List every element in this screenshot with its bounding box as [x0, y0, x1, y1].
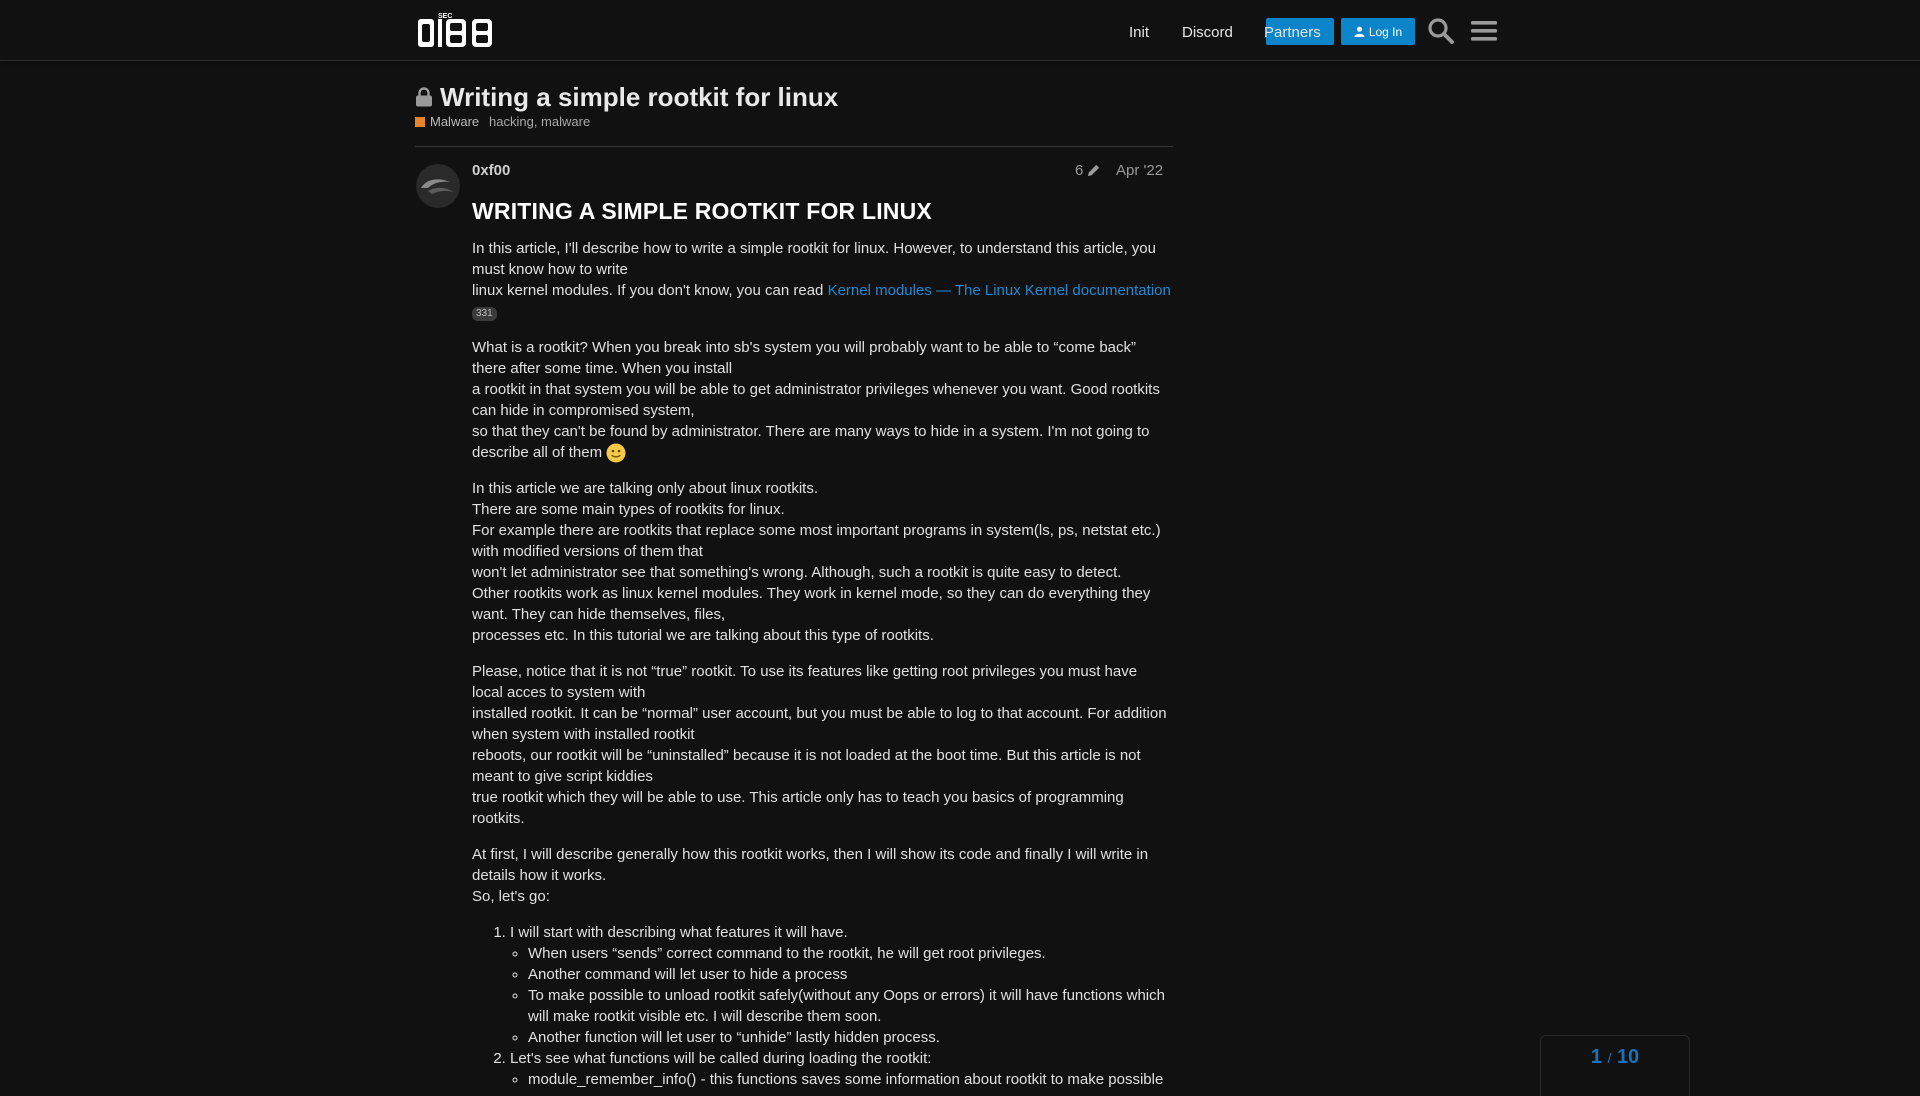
p4-line3: reboots, our rootkit will be “uninstalled” because it is not loaded at the boot time. But this article is not meant to give script kiddies [472, 747, 1141, 786]
sub-list-item: ◦ Another command will let user to hide a process [528, 964, 1172, 985]
topic-title[interactable]: Writing a simple rootkit for linux [440, 82, 839, 112]
p2-line1: What is a rootkit? When you break into sb's system you will probably want to be able to “come back” there after some time. When you install [472, 339, 1136, 377]
pencil-icon [1086, 163, 1101, 178]
link-click-count: 331 [472, 307, 497, 321]
p3-line4: won't let administrator see that something's wrong. Although, such a rootkit is quite easy to detect. [472, 564, 1122, 582]
sub-list [510, 943, 1172, 1048]
nav-link-init[interactable]: Init [1129, 24, 1150, 41]
post-heading: WRITING A SIMPLE ROOTKIT FOR LINUX [472, 198, 932, 224]
p4-line2: installed rootkit. It can be “normal” user account, but you must be able to log to that account. For addition when system with installed rootkit [472, 705, 1167, 744]
p1-line2: linux kernel modules. If you don't know, you can read [472, 282, 828, 299]
timeline-separator: / [1607, 1050, 1612, 1066]
p3-line3: For example there are rootkits that replace some most important programs in system(ls, ps, netstat etc.) with modified versions of them that [472, 522, 1161, 561]
p4-line4: true rootkit which they will be able to use. This article only has to teach you basics of programming rootkits. [472, 789, 1124, 828]
category-label: Malware [430, 114, 480, 129]
category-color-square [415, 117, 425, 127]
p3-line6: processes etc. In this tutorial we are talking about this type of rootkits. [472, 627, 934, 645]
user-icon [1354, 26, 1365, 37]
p2-line3: so that they can't be found by administrator. There are many ways to hide in a system. I'm not going to describe all of them [472, 423, 1150, 461]
site-logo[interactable] [416, 10, 496, 50]
p1-line1: In this article, I'll describe how to write a simple rootkit for linux. However, to understand this article, you must know how to write [472, 240, 1156, 278]
topic-tags [489, 114, 590, 129]
edit-count: 6 [1075, 162, 1084, 179]
nav-link-partners[interactable]: Partners [1264, 24, 1321, 41]
avatar[interactable] [416, 164, 460, 208]
p3-line1: In this article we are talking only about linux rootkits. [472, 480, 819, 498]
sub-list-item: ◦ Another function will let user to “unhide” lastly hidden process. [528, 1027, 1172, 1048]
post-content [472, 196, 1172, 1090]
p4-line1: Please, notice that it is not “true” rootkit. To use its features like getting root privileges you must have local acces to system with [472, 663, 1138, 702]
edit-history[interactable] [1075, 162, 1101, 179]
list-item [510, 922, 1172, 1048]
post-paragraph-1 [472, 238, 1172, 322]
p3-line5: Other rootkits work as linux kernel modules. They work in kernel mode, so they can do everything they want. They can hide themselves, files, [472, 585, 1151, 624]
post-paragraph-4 [472, 661, 1172, 829]
timeline-counter[interactable] [1541, 1046, 1689, 1069]
topic-timeline[interactable] [1540, 1035, 1690, 1096]
tag-hacking[interactable]: hacking [489, 114, 534, 129]
timeline-current: 1 [1590, 1046, 1602, 1068]
p3-line2: There are some main types of rootkits for linux. [472, 501, 785, 519]
list-item [510, 1048, 1172, 1090]
list-item-text: I will start with describing what features it will have. [510, 924, 848, 942]
tag-malware[interactable]: malware [541, 114, 591, 129]
sub-list-item: ◦ When users “sends” correct command to the rootkit, he will get root privileges. [528, 943, 1172, 964]
post-paragraph-5 [472, 844, 1172, 907]
login-label: Log In [1368, 24, 1403, 39]
search-icon[interactable] [1426, 16, 1456, 46]
timeline-total: 10 [1616, 1046, 1640, 1068]
p2-line2: a rootkit in that system you will be able to get administrator privileges whenever you want. Good rootkits can hide in compromised system, [472, 381, 1160, 419]
slight-smile-emoji-icon [606, 443, 626, 463]
site-header [0, 0, 1920, 61]
list-item-text: Let's see what functions will be called during loading the rootkit: [510, 1050, 932, 1068]
svg-text:SEC: SEC [438, 13, 453, 20]
post-paragraph-2 [472, 337, 1172, 463]
tag-separator: , [533, 114, 542, 129]
kernel-docs-link[interactable]: Kernel modules — The Linux Kernel documentation [827, 282, 1171, 299]
sub-list-item: ◦ To make possible to unload rootkit safely(without any Oops or errors) it will have functions which will make rootkit visible etc. I will describe them soon. [528, 985, 1172, 1027]
category-badge[interactable] [415, 114, 479, 129]
title-divider [415, 146, 1173, 147]
sub-list-item: ◦ module_remember_info() - this functions saves some information about rootkit to make possible [528, 1069, 1172, 1090]
post-date[interactable]: Apr '22 [1116, 162, 1164, 179]
post-username[interactable]: 0xf00 [472, 162, 511, 179]
nav-link-discord[interactable]: Discord [1182, 24, 1233, 41]
hamburger-menu-icon[interactable] [1469, 16, 1499, 46]
p5-line2: So, let's go: [472, 888, 550, 906]
lock-icon [415, 87, 433, 107]
login-button[interactable] [1341, 18, 1415, 45]
post-paragraph-3 [472, 478, 1172, 646]
feature-list [472, 922, 1172, 1090]
p5-line1: At first, I will describe generally how this rootkit works, then I will show its code and finally I will write in details how it works. [472, 846, 1149, 885]
